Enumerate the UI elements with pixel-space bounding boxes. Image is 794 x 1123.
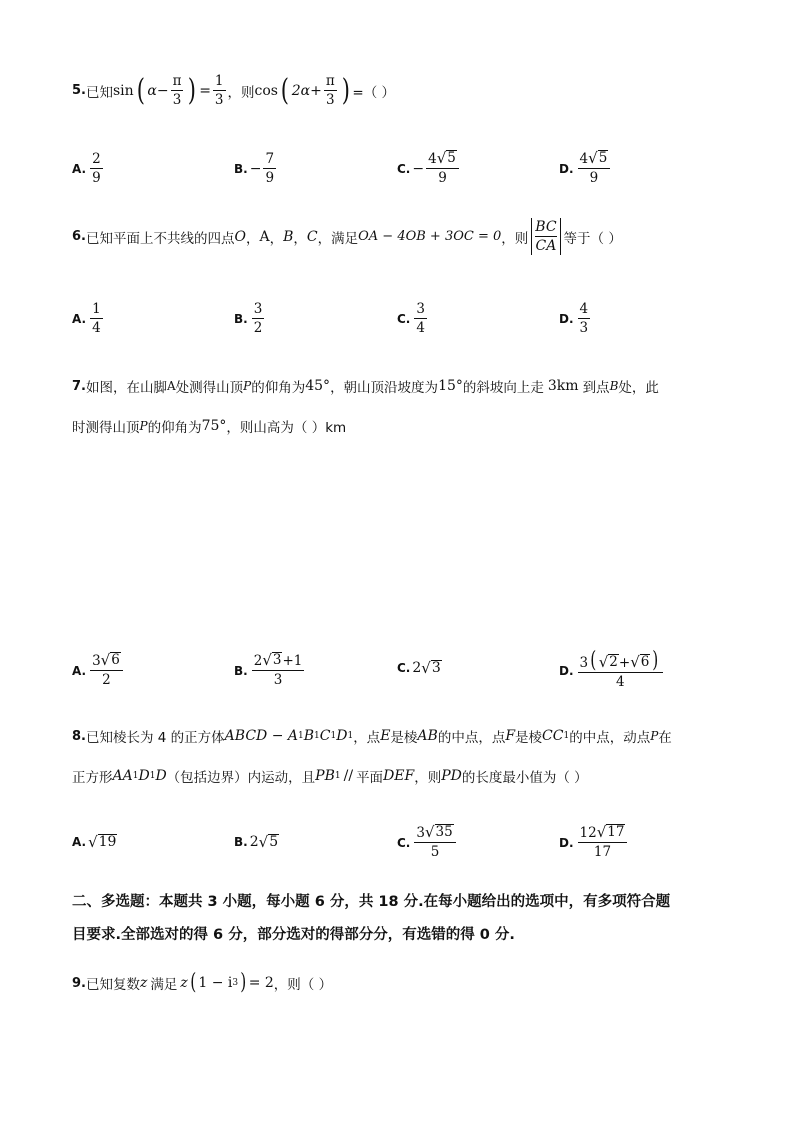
q8-option-d[interactable]: D. 12 √ 17 17 (559, 824, 629, 861)
q6-option-a[interactable]: A. $\frac{1}{4}$ (72, 301, 101, 336)
fraction: $\frac{\pi}{3}$ (325, 73, 335, 108)
question-number: 8. (72, 728, 86, 744)
fraction: $\frac{1}{3}$ (214, 73, 224, 108)
q7-option-c[interactable]: C. 2 √ 3 (397, 659, 441, 677)
question-7-line2: 时测得山顶 P 的仰角为 75° ，则山高为（ ）km (72, 418, 347, 436)
question-number: 7. (72, 378, 86, 394)
question-number: 9. (72, 975, 86, 991)
vector-magnitude-ratio: BC CA (531, 218, 560, 255)
q6-option-d[interactable]: D. $\frac{4}{3}$ (559, 301, 589, 336)
vector-equation: OA − 4OB + 3OC = 0 (358, 229, 502, 244)
q7-option-a[interactable]: A. 3 √ 6 2 (72, 652, 125, 689)
q7-option-d[interactable]: D. 3 ( √ 2 + √ 6 ) 4 (559, 650, 665, 691)
q8-option-c[interactable]: C. 3 √ 35 5 (397, 824, 458, 861)
question-7-line1: 7. 如图，在山脚 A 处测得山顶 P 的仰角为 45° ，朝山顶沿坡度为 15° 的斜坡向上走 3km 到点 B 处，此 (72, 378, 659, 396)
q8-option-a[interactable]: A. √ 19 (72, 833, 117, 851)
q5-option-c[interactable]: C. − 4 √ 5 9 (397, 150, 461, 187)
question-8-line1: 8. 已知棱长为 4 的正方体 ABCD − A 1 B 1 C 1 D 1 ，点 E 是棱 AB 的中点，点 F 是棱 CC 1 的中点，动点 P 在 (72, 728, 672, 746)
q6-option-b[interactable]: B. $\frac{3}{2}$ (234, 301, 263, 336)
question-number: 6. (72, 229, 86, 244)
q8-option-b[interactable]: B. 2 √ 5 (234, 833, 279, 851)
question-number: 5. (72, 83, 86, 98)
question-5-stem: 5. 已知 sin ( α − $\frac{\pi}{3}$ ) = $\frac{1}{3}$ ，则 cos ( 2α + $\frac{\pi}{3}$ ) =（ ） (72, 72, 396, 108)
q6-option-c[interactable]: C. $\frac{3}{4}$ (397, 301, 425, 336)
fraction: $\frac{\pi}{3}$ (172, 73, 182, 108)
section-heading-multiple-choice: 二、多选题：本题共 3 小题，每小题 6 分，共 18 分.在每小题给出的选项中，有多项符合题 目要求.全部选对的得 6 分，部分选对的得部分分，有选错的得 0 分. (72, 894, 671, 943)
question-9-stem: 9. 已知复数 z 满足 z ( 1 − i 3 ) = 2 ，则（ ） (72, 970, 333, 995)
question-6-stem: 6. 已知平面上不共线的四点 O ， A ， B ， C ，满足 OA − 4OB + 3OC = 0 ，则 BC CA 等于（ ） (72, 219, 622, 254)
q5-option-d[interactable]: D. 4 √ 5 9 (559, 150, 612, 187)
q5-option-b[interactable]: B. − $\frac{7}{9}$ (234, 151, 275, 186)
question-8-line2: 正方形 AA 1 D 1 D （包括边界）内运动，且 PB 1 // 平面 DEF ，则 PD 的长度最小值为（ ） (72, 768, 588, 786)
q5-option-a[interactable]: A. $\frac{2}{9}$ (72, 151, 101, 186)
q7-option-b[interactable]: B. 2 √ 3 +1 3 (234, 651, 303, 688)
